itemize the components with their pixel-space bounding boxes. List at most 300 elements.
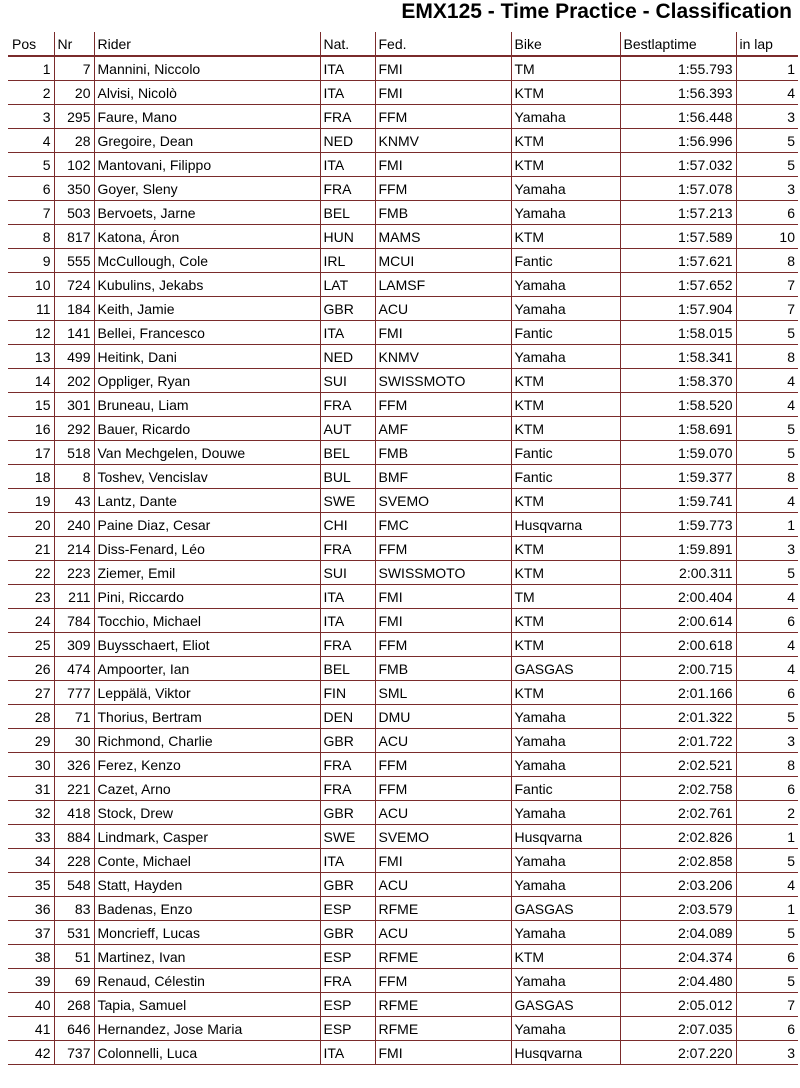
cell-pos: 14 xyxy=(8,369,54,393)
cell-in-lap: 8 xyxy=(736,249,798,273)
cell-in-lap: 8 xyxy=(736,465,798,489)
cell-fed: DMU xyxy=(375,705,511,729)
cell-in-lap: 3 xyxy=(736,177,798,201)
cell-fed: SVEMO xyxy=(375,825,511,849)
cell-nat: ITA xyxy=(320,153,375,177)
cell-nr: 28 xyxy=(54,129,94,153)
cell-fed: FMI xyxy=(375,81,511,105)
cell-nr: 301 xyxy=(54,393,94,417)
cell-nat: FIN xyxy=(320,681,375,705)
cell-fed: FMI xyxy=(375,849,511,873)
cell-bike: Yamaha xyxy=(511,345,620,369)
cell-in-lap: 5 xyxy=(736,561,798,585)
cell-fed: FMI xyxy=(375,585,511,609)
cell-bestlaptime: 2:07.220 xyxy=(620,1041,736,1065)
cell-bestlaptime: 1:58.341 xyxy=(620,345,736,369)
cell-in-lap: 5 xyxy=(736,969,798,993)
cell-pos: 41 xyxy=(8,1017,54,1041)
cell-bestlaptime: 1:59.891 xyxy=(620,537,736,561)
cell-nr: 202 xyxy=(54,369,94,393)
cell-bike: KTM xyxy=(511,537,620,561)
cell-nat: ESP xyxy=(320,993,375,1017)
cell-fed: FFM xyxy=(375,393,511,417)
cell-bestlaptime: 2:04.480 xyxy=(620,969,736,993)
cell-pos: 11 xyxy=(8,297,54,321)
table-row xyxy=(8,1017,798,1041)
cell-bestlaptime: 1:56.448 xyxy=(620,105,736,129)
cell-in-lap: 4 xyxy=(736,489,798,513)
cell-rider: Martinez, Ivan xyxy=(94,945,320,969)
cell-nat: BEL xyxy=(320,657,375,681)
cell-fed: SWISSMOTO xyxy=(375,561,511,585)
cell-in-lap: 5 xyxy=(736,921,798,945)
cell-bike: Yamaha xyxy=(511,801,620,825)
cell-in-lap: 1 xyxy=(736,56,798,81)
cell-nr: 548 xyxy=(54,873,94,897)
cell-pos: 4 xyxy=(8,129,54,153)
cell-pos: 24 xyxy=(8,609,54,633)
cell-nr: 326 xyxy=(54,753,94,777)
cell-nr: 83 xyxy=(54,897,94,921)
cell-nr: 268 xyxy=(54,993,94,1017)
cell-pos: 25 xyxy=(8,633,54,657)
cell-rider: Thorius, Bertram xyxy=(94,705,320,729)
cell-rider: Stock, Drew xyxy=(94,801,320,825)
cell-nr: 350 xyxy=(54,177,94,201)
cell-fed: FFM xyxy=(375,753,511,777)
cell-pos: 37 xyxy=(8,921,54,945)
cell-in-lap: 1 xyxy=(736,513,798,537)
cell-nr: 531 xyxy=(54,921,94,945)
cell-nat: GBR xyxy=(320,873,375,897)
cell-rider: Bellei, Francesco xyxy=(94,321,320,345)
cell-bestlaptime: 2:03.579 xyxy=(620,897,736,921)
table-row xyxy=(8,681,798,705)
cell-fed: RFME xyxy=(375,1017,511,1041)
cell-nat: DEN xyxy=(320,705,375,729)
cell-bike: Yamaha xyxy=(511,969,620,993)
column-header-nr: Nr xyxy=(54,32,94,56)
cell-pos: 20 xyxy=(8,513,54,537)
cell-nat: NED xyxy=(320,345,375,369)
cell-fed: FMI xyxy=(375,153,511,177)
cell-bike: KTM xyxy=(511,129,620,153)
cell-pos: 6 xyxy=(8,177,54,201)
cell-nr: 43 xyxy=(54,489,94,513)
cell-in-lap: 1 xyxy=(736,825,798,849)
table-row xyxy=(8,81,798,105)
table-row xyxy=(8,249,798,273)
cell-fed: FMB xyxy=(375,201,511,225)
cell-bestlaptime: 1:56.393 xyxy=(620,81,736,105)
cell-nat: FRA xyxy=(320,753,375,777)
cell-bike: Yamaha xyxy=(511,201,620,225)
cell-bike: Yamaha xyxy=(511,1017,620,1041)
cell-bestlaptime: 2:01.166 xyxy=(620,681,736,705)
cell-pos: 26 xyxy=(8,657,54,681)
cell-bestlaptime: 2:07.035 xyxy=(620,1017,736,1041)
cell-nr: 777 xyxy=(54,681,94,705)
cell-bike: Yamaha xyxy=(511,705,620,729)
cell-bestlaptime: 2:03.206 xyxy=(620,873,736,897)
cell-nr: 20 xyxy=(54,81,94,105)
cell-fed: FMC xyxy=(375,513,511,537)
table-row xyxy=(8,537,798,561)
cell-nr: 223 xyxy=(54,561,94,585)
cell-bike: Yamaha xyxy=(511,729,620,753)
cell-nat: ESP xyxy=(320,897,375,921)
cell-pos: 42 xyxy=(8,1041,54,1065)
cell-fed: ACU xyxy=(375,801,511,825)
cell-in-lap: 5 xyxy=(736,441,798,465)
cell-pos: 27 xyxy=(8,681,54,705)
cell-in-lap: 6 xyxy=(736,945,798,969)
cell-rider: Lantz, Dante xyxy=(94,489,320,513)
table-row xyxy=(8,297,798,321)
cell-rider: Katona, Áron xyxy=(94,225,320,249)
cell-nat: SUI xyxy=(320,369,375,393)
cell-nr: 240 xyxy=(54,513,94,537)
cell-in-lap: 7 xyxy=(736,273,798,297)
table-row xyxy=(8,393,798,417)
cell-nr: 7 xyxy=(54,56,94,81)
cell-bike: KTM xyxy=(511,393,620,417)
cell-nat: BEL xyxy=(320,201,375,225)
table-row xyxy=(8,921,798,945)
cell-nat: IRL xyxy=(320,249,375,273)
cell-rider: Pini, Riccardo xyxy=(94,585,320,609)
cell-rider: Toshev, Vencislav xyxy=(94,465,320,489)
cell-bestlaptime: 1:56.996 xyxy=(620,129,736,153)
cell-bike: Yamaha xyxy=(511,177,620,201)
cell-nr: 141 xyxy=(54,321,94,345)
cell-fed: KNMV xyxy=(375,129,511,153)
cell-bestlaptime: 1:57.904 xyxy=(620,297,736,321)
cell-in-lap: 3 xyxy=(736,1041,798,1065)
cell-nat: FRA xyxy=(320,105,375,129)
cell-bike: KTM xyxy=(511,681,620,705)
cell-rider: Renaud, Célestin xyxy=(94,969,320,993)
cell-pos: 5 xyxy=(8,153,54,177)
cell-bike: GASGAS xyxy=(511,993,620,1017)
cell-pos: 18 xyxy=(8,465,54,489)
table-row xyxy=(8,105,798,129)
cell-nat: FRA xyxy=(320,393,375,417)
cell-nat: GBR xyxy=(320,801,375,825)
table-row xyxy=(8,945,798,969)
table-row xyxy=(8,825,798,849)
cell-pos: 40 xyxy=(8,993,54,1017)
table-row xyxy=(8,753,798,777)
cell-fed: FFM xyxy=(375,537,511,561)
cell-in-lap: 6 xyxy=(736,681,798,705)
cell-bike: Fantic xyxy=(511,465,620,489)
cell-nr: 418 xyxy=(54,801,94,825)
cell-rider: Bruneau, Liam xyxy=(94,393,320,417)
table-row xyxy=(8,177,798,201)
cell-nr: 309 xyxy=(54,633,94,657)
cell-in-lap: 2 xyxy=(736,801,798,825)
cell-rider: Conte, Michael xyxy=(94,849,320,873)
cell-in-lap: 5 xyxy=(736,129,798,153)
cell-bestlaptime: 2:05.012 xyxy=(620,993,736,1017)
cell-fed: AMF xyxy=(375,417,511,441)
cell-bike: KTM xyxy=(511,225,620,249)
cell-nat: ITA xyxy=(320,321,375,345)
cell-bike: Yamaha xyxy=(511,105,620,129)
cell-bike: Husqvarna xyxy=(511,1041,620,1065)
cell-bestlaptime: 1:58.520 xyxy=(620,393,736,417)
table-row xyxy=(8,465,798,489)
cell-in-lap: 4 xyxy=(736,81,798,105)
cell-nr: 214 xyxy=(54,537,94,561)
cell-nat: ITA xyxy=(320,585,375,609)
cell-nr: 221 xyxy=(54,777,94,801)
cell-nat: FRA xyxy=(320,969,375,993)
cell-rider: Statt, Hayden xyxy=(94,873,320,897)
cell-pos: 17 xyxy=(8,441,54,465)
cell-nr: 69 xyxy=(54,969,94,993)
cell-bestlaptime: 2:04.089 xyxy=(620,921,736,945)
cell-rider: Ferez, Kenzo xyxy=(94,753,320,777)
cell-pos: 19 xyxy=(8,489,54,513)
cell-bike: Yamaha xyxy=(511,273,620,297)
cell-pos: 39 xyxy=(8,969,54,993)
cell-bestlaptime: 2:01.322 xyxy=(620,705,736,729)
cell-bike: Fantic xyxy=(511,777,620,801)
cell-nat: SWE xyxy=(320,825,375,849)
cell-nat: FRA xyxy=(320,777,375,801)
cell-rider: Mantovani, Filippo xyxy=(94,153,320,177)
table-row xyxy=(8,417,798,441)
cell-rider: Cazet, Arno xyxy=(94,777,320,801)
cell-fed: SML xyxy=(375,681,511,705)
cell-pos: 23 xyxy=(8,585,54,609)
cell-fed: KNMV xyxy=(375,345,511,369)
column-header-in-lap: in lap xyxy=(736,32,798,56)
cell-rider: Mannini, Niccolo xyxy=(94,56,320,81)
cell-pos: 36 xyxy=(8,897,54,921)
cell-in-lap: 10 xyxy=(736,225,798,249)
cell-nr: 724 xyxy=(54,273,94,297)
cell-pos: 13 xyxy=(8,345,54,369)
cell-bike: Yamaha xyxy=(511,873,620,897)
cell-fed: FFM xyxy=(375,105,511,129)
cell-pos: 12 xyxy=(8,321,54,345)
cell-bike: KTM xyxy=(511,369,620,393)
cell-bestlaptime: 1:57.589 xyxy=(620,225,736,249)
cell-pos: 9 xyxy=(8,249,54,273)
cell-fed: ACU xyxy=(375,921,511,945)
cell-pos: 22 xyxy=(8,561,54,585)
cell-in-lap: 6 xyxy=(736,201,798,225)
cell-pos: 29 xyxy=(8,729,54,753)
cell-nr: 8 xyxy=(54,465,94,489)
cell-nr: 555 xyxy=(54,249,94,273)
column-header-bike: Bike xyxy=(511,32,620,56)
cell-bestlaptime: 1:58.370 xyxy=(620,369,736,393)
table-row xyxy=(8,705,798,729)
table-row xyxy=(8,489,798,513)
cell-fed: MAMS xyxy=(375,225,511,249)
cell-bestlaptime: 2:00.618 xyxy=(620,633,736,657)
cell-bike: KTM xyxy=(511,417,620,441)
cell-bestlaptime: 2:00.311 xyxy=(620,561,736,585)
cell-fed: SWISSMOTO xyxy=(375,369,511,393)
cell-bike: KTM xyxy=(511,561,620,585)
cell-rider: Lindmark, Casper xyxy=(94,825,320,849)
cell-fed: FFM xyxy=(375,633,511,657)
table-row xyxy=(8,441,798,465)
cell-nr: 646 xyxy=(54,1017,94,1041)
cell-in-lap: 5 xyxy=(736,321,798,345)
cell-bestlaptime: 1:59.741 xyxy=(620,489,736,513)
table-row xyxy=(8,897,798,921)
cell-in-lap: 3 xyxy=(736,105,798,129)
cell-bike: Fantic xyxy=(511,321,620,345)
cell-nat: ITA xyxy=(320,1041,375,1065)
cell-rider: Goyer, Sleny xyxy=(94,177,320,201)
cell-pos: 15 xyxy=(8,393,54,417)
table-row xyxy=(8,993,798,1017)
cell-bestlaptime: 1:59.377 xyxy=(620,465,736,489)
cell-nr: 292 xyxy=(54,417,94,441)
cell-rider: Ziemer, Emil xyxy=(94,561,320,585)
cell-nr: 499 xyxy=(54,345,94,369)
column-header-rider: Rider xyxy=(94,32,320,56)
cell-bike: TM xyxy=(511,56,620,81)
cell-in-lap: 3 xyxy=(736,537,798,561)
cell-pos: 35 xyxy=(8,873,54,897)
table-row xyxy=(8,513,798,537)
cell-fed: FMI xyxy=(375,56,511,81)
cell-nr: 102 xyxy=(54,153,94,177)
cell-in-lap: 4 xyxy=(736,369,798,393)
cell-fed: FMI xyxy=(375,1041,511,1065)
cell-bestlaptime: 1:57.621 xyxy=(620,249,736,273)
cell-bestlaptime: 2:00.715 xyxy=(620,657,736,681)
table-body xyxy=(8,56,798,1065)
cell-rider: Keith, Jamie xyxy=(94,297,320,321)
cell-fed: RFME xyxy=(375,993,511,1017)
cell-rider: Tapia, Samuel xyxy=(94,993,320,1017)
cell-fed: LAMSF xyxy=(375,273,511,297)
cell-bestlaptime: 1:58.015 xyxy=(620,321,736,345)
table-row xyxy=(8,969,798,993)
table-row xyxy=(8,777,798,801)
cell-rider: Richmond, Charlie xyxy=(94,729,320,753)
cell-pos: 31 xyxy=(8,777,54,801)
cell-bike: Husqvarna xyxy=(511,825,620,849)
cell-bike: TM xyxy=(511,585,620,609)
cell-fed: FMI xyxy=(375,321,511,345)
cell-fed: FFM xyxy=(375,969,511,993)
cell-bestlaptime: 2:04.374 xyxy=(620,945,736,969)
cell-bestlaptime: 2:02.758 xyxy=(620,777,736,801)
cell-pos: 34 xyxy=(8,849,54,873)
cell-pos: 2 xyxy=(8,81,54,105)
cell-bestlaptime: 1:57.213 xyxy=(620,201,736,225)
column-header-bestlaptime: Bestlaptime xyxy=(620,32,736,56)
table-row xyxy=(8,321,798,345)
cell-in-lap: 7 xyxy=(736,297,798,321)
cell-rider: Van Mechgelen, Douwe xyxy=(94,441,320,465)
table-header xyxy=(8,32,798,56)
cell-bestlaptime: 1:58.691 xyxy=(620,417,736,441)
cell-nat: ESP xyxy=(320,1017,375,1041)
cell-in-lap: 7 xyxy=(736,993,798,1017)
cell-fed: FMB xyxy=(375,441,511,465)
table-row xyxy=(8,585,798,609)
cell-rider: Bervoets, Jarne xyxy=(94,201,320,225)
cell-pos: 33 xyxy=(8,825,54,849)
cell-rider: Kubulins, Jekabs xyxy=(94,273,320,297)
table-row xyxy=(8,729,798,753)
cell-in-lap: 1 xyxy=(736,897,798,921)
cell-nat: CHI xyxy=(320,513,375,537)
cell-pos: 38 xyxy=(8,945,54,969)
cell-pos: 30 xyxy=(8,753,54,777)
cell-bike: KTM xyxy=(511,489,620,513)
cell-in-lap: 4 xyxy=(736,657,798,681)
cell-bike: Yamaha xyxy=(511,849,620,873)
cell-nat: ITA xyxy=(320,849,375,873)
cell-rider: Paine Diaz, Cesar xyxy=(94,513,320,537)
cell-fed: SVEMO xyxy=(375,489,511,513)
cell-nat: FRA xyxy=(320,177,375,201)
cell-rider: Tocchio, Michael xyxy=(94,609,320,633)
cell-bestlaptime: 2:01.722 xyxy=(620,729,736,753)
cell-bestlaptime: 1:57.032 xyxy=(620,153,736,177)
cell-bike: Husqvarna xyxy=(511,513,620,537)
cell-bestlaptime: 2:02.826 xyxy=(620,825,736,849)
cell-nat: SWE xyxy=(320,489,375,513)
table-row xyxy=(8,873,798,897)
table-row xyxy=(8,1041,798,1065)
table-row xyxy=(8,609,798,633)
cell-bike: Fantic xyxy=(511,249,620,273)
cell-rider: Oppliger, Ryan xyxy=(94,369,320,393)
cell-rider: Badenas, Enzo xyxy=(94,897,320,921)
cell-rider: McCullough, Cole xyxy=(94,249,320,273)
table-row xyxy=(8,225,798,249)
cell-pos: 1 xyxy=(8,56,54,81)
cell-in-lap: 5 xyxy=(736,705,798,729)
cell-bike: KTM xyxy=(511,945,620,969)
cell-bestlaptime: 1:57.078 xyxy=(620,177,736,201)
cell-bestlaptime: 2:02.521 xyxy=(620,753,736,777)
cell-bike: Yamaha xyxy=(511,921,620,945)
cell-in-lap: 4 xyxy=(736,873,798,897)
cell-pos: 7 xyxy=(8,201,54,225)
cell-fed: RFME xyxy=(375,897,511,921)
cell-fed: RFME xyxy=(375,945,511,969)
cell-pos: 3 xyxy=(8,105,54,129)
cell-nat: GBR xyxy=(320,729,375,753)
cell-rider: Leppälä, Viktor xyxy=(94,681,320,705)
cell-nr: 784 xyxy=(54,609,94,633)
column-header-fed: Fed. xyxy=(375,32,511,56)
cell-rider: Heitink, Dani xyxy=(94,345,320,369)
cell-fed: ACU xyxy=(375,873,511,897)
cell-nr: 184 xyxy=(54,297,94,321)
cell-nr: 228 xyxy=(54,849,94,873)
cell-bestlaptime: 2:00.614 xyxy=(620,609,736,633)
cell-in-lap: 3 xyxy=(736,729,798,753)
cell-pos: 8 xyxy=(8,225,54,249)
cell-rider: Alvisi, Nicolò xyxy=(94,81,320,105)
cell-bestlaptime: 1:59.070 xyxy=(620,441,736,465)
